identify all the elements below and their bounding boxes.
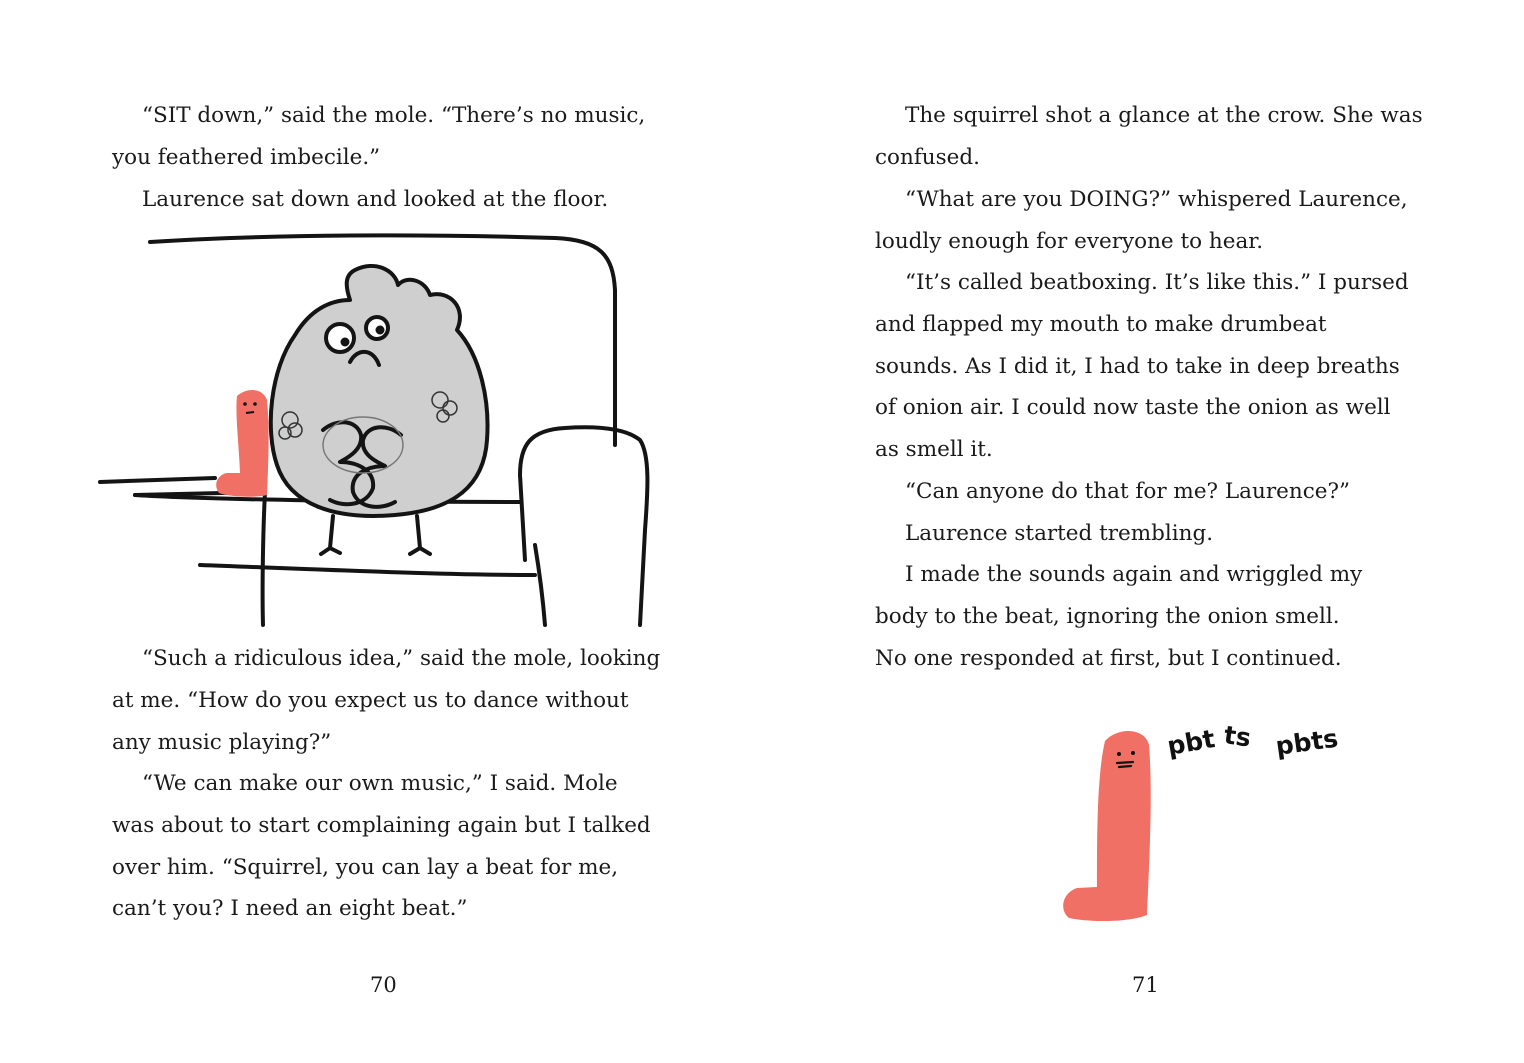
right-page bbox=[762, 0, 1524, 1063]
sound-effect-text: pbt bbox=[1165, 724, 1218, 761]
beatboxing-worm-illustration bbox=[1057, 715, 1357, 925]
paragraph: “We can make our own music,” I said. Mole was about to start complaining again but I talked over him. “Squirrel, you can lay a beat for me, can’t you? I need an eight beat.” bbox=[112, 771, 651, 922]
paragraph: “Such a ridiculous idea,” said the mole, looking at me. “How do you expect us to dance without any music playing?” bbox=[112, 646, 661, 755]
paragraph: Laurence started trembling. bbox=[905, 521, 1214, 546]
bird-character bbox=[271, 266, 488, 554]
paragraph: “What are you DOING?” whispered Laurence, loudly enough for everyone to hear. bbox=[875, 187, 1408, 254]
worm-character bbox=[1063, 731, 1151, 921]
paragraph: The squirrel shot a glance at the crow. She was confused. bbox=[875, 103, 1423, 170]
sound-effect-text: pbts bbox=[1273, 723, 1340, 761]
bird-and-worm-on-sofa-illustration bbox=[95, 230, 655, 630]
paragraph: Laurence sat down and looked at the floor. bbox=[142, 187, 609, 212]
page-number: 71 bbox=[1132, 973, 1159, 997]
sound-effect-text: ts bbox=[1222, 720, 1253, 753]
paragraph: “It’s called beatboxing. It’s like this.” I pursed and flapped my mouth to make drumbeat sounds. As I did it, I had to take in deep breaths of onion air. I could now taste the onion as well as smell it. bbox=[875, 270, 1409, 463]
worm-character bbox=[216, 390, 268, 497]
paragraph: I made the sounds again and wriggled my body to the beat, ignoring the onion smell. bbox=[875, 562, 1363, 629]
paragraph: “Can anyone do that for me? Laurence?” bbox=[905, 479, 1350, 504]
paragraph: No one responded at first, but I continued. bbox=[875, 646, 1342, 671]
page-number: 70 bbox=[370, 973, 397, 997]
paragraph: “SIT down,” said the mole. “There’s no music, you feathered imbecile.” bbox=[112, 103, 646, 170]
